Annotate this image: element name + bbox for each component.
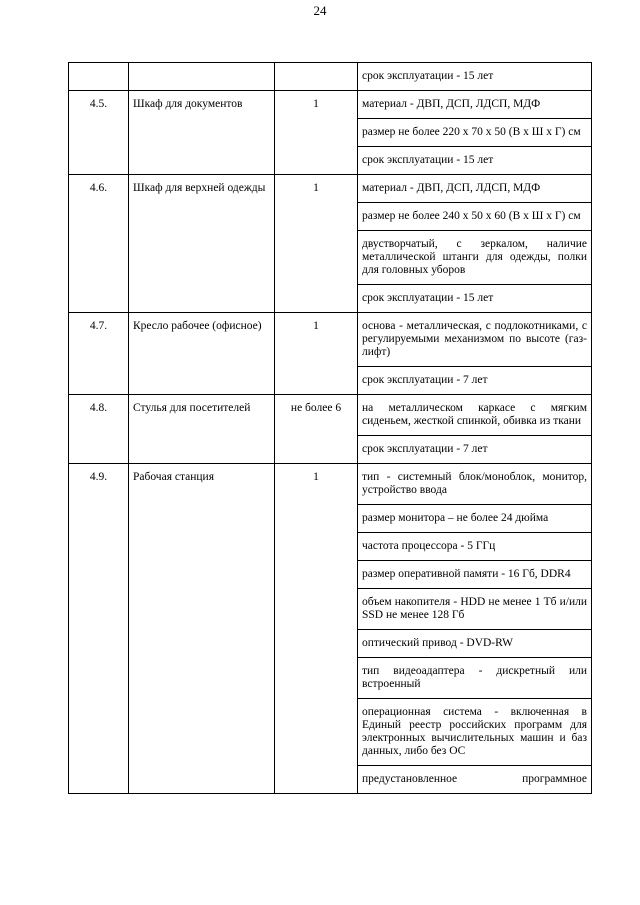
item-quantity: 1	[275, 313, 358, 395]
item-spec: основа - металлическая, с подлокотниками, с регулируемыми механизмом по высоте (газ-лифт)	[358, 313, 592, 367]
item-quantity	[275, 63, 358, 91]
table-row	[69, 464, 592, 505]
item-spec: размер монитора – не более 24 дюйма	[358, 505, 592, 533]
item-number	[69, 63, 129, 91]
item-name	[129, 63, 275, 91]
table-row	[69, 175, 592, 203]
equipment-spec-table	[68, 62, 592, 794]
item-quantity: 1	[275, 464, 358, 794]
item-spec: тип - системный блок/моноблок, монитор, устройство ввода	[358, 464, 592, 505]
item-name: Шкаф для верхней одежды	[129, 175, 275, 313]
item-name: Кресло рабочее (офисное)	[129, 313, 275, 395]
item-spec: объем накопителя - HDD не менее 1 Тб и/или SSD не менее 128 Гб	[358, 589, 592, 630]
item-spec: двустворчатый, с зеркалом, наличие металлической штанги для одежды, полки для головных уборов	[358, 231, 592, 285]
item-spec: материал - ДВП, ДСП, ЛДСП, МДФ	[358, 91, 592, 119]
item-spec: срок эксплуатации - 15 лет	[358, 147, 592, 175]
item-spec: срок эксплуатации - 7 лет	[358, 436, 592, 464]
item-name: Стулья для посетителей	[129, 395, 275, 464]
item-spec: тип видеоадаптера - дискретный или встроенный	[358, 658, 592, 699]
table-row	[69, 63, 592, 91]
item-spec: на металлическом каркасе с мягким сиденьем, жесткой спинкой, обивка из ткани	[358, 395, 592, 436]
table-row	[69, 91, 592, 119]
table-row	[69, 395, 592, 436]
item-number: 4.7.	[69, 313, 129, 395]
item-spec: предустановленное программное	[358, 766, 592, 794]
item-quantity: 1	[275, 91, 358, 175]
item-number: 4.8.	[69, 395, 129, 464]
item-spec: срок эксплуатации - 7 лет	[358, 367, 592, 395]
item-name: Шкаф для документов	[129, 91, 275, 175]
page-number: 24	[313, 3, 327, 18]
item-name: Рабочая станция	[129, 464, 275, 794]
item-spec: размер не более 240 х 50 х 60 (В х Ш х Г) см	[358, 203, 592, 231]
item-spec: срок эксплуатации - 15 лет	[358, 63, 592, 91]
item-spec: оптический привод - DVD-RW	[358, 630, 592, 658]
item-number: 4.5.	[69, 91, 129, 175]
item-spec: размер оперативной памяти - 16 Гб, DDR4	[358, 561, 592, 589]
item-number: 4.9.	[69, 464, 129, 794]
spec-table-body	[69, 63, 592, 794]
item-quantity: не более 6	[275, 395, 358, 464]
item-spec: операционная система - включенная в Единый реестр российских программ для электронных вычислительных машин и баз данных, либо без ОС	[358, 699, 592, 766]
item-quantity: 1	[275, 175, 358, 313]
item-number: 4.6.	[69, 175, 129, 313]
item-spec: материал - ДВП, ДСП, ЛДСП, МДФ	[358, 175, 592, 203]
item-spec: частота процессора - 5 ГГц	[358, 533, 592, 561]
table-row	[69, 313, 592, 367]
item-spec: размер не более 220 х 70 х 50 (В х Ш х Г) см	[358, 119, 592, 147]
item-spec: срок эксплуатации - 15 лет	[358, 285, 592, 313]
